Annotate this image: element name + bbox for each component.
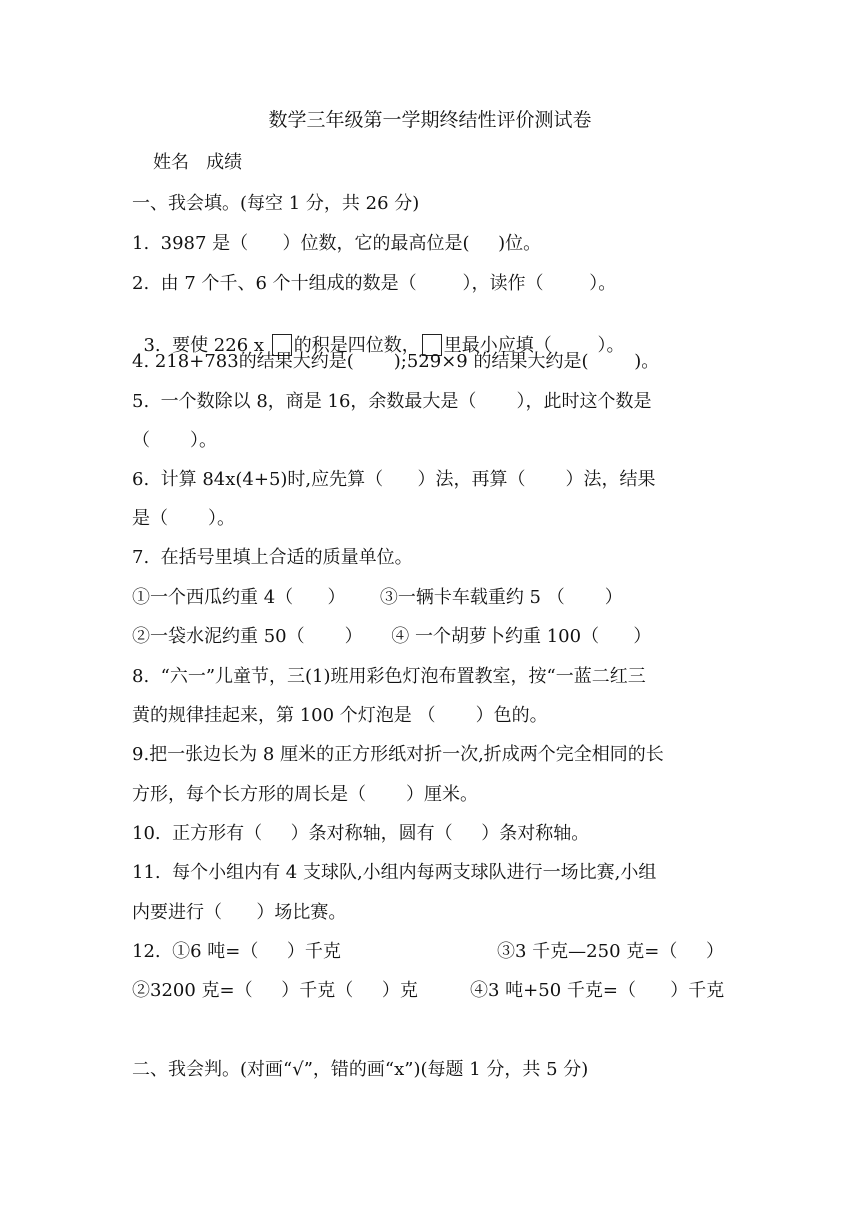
name-score-fields: 姓名 成绩 <box>153 152 243 173</box>
question-5-line1: 5. 一个数除以 8，商是 16，余数最大是（ ），此时这个数是 <box>132 391 652 412</box>
question-12-row1-right: ③3 千克—250 克=（ ） <box>497 941 724 962</box>
section1-heading: 一、我会填。(每空 1 分，共 26 分) <box>132 193 420 214</box>
question-6-line2: 是（ ）。 <box>132 508 236 529</box>
question-12-row2-right: ④3 吨+50 千克=（ ）千克 <box>470 980 725 1001</box>
question-12-row1-left: 12. ①6 吨=（ ）千克 <box>132 941 341 962</box>
question-12-row2-left: ②3200 克=（ ）千克（ ）克 <box>132 980 418 1001</box>
question-3 <box>132 312 625 356</box>
question-11-line2: 内要进行（ ）场比赛。 <box>132 902 347 923</box>
question-4: 4. 218+783的结果大约是( );529×9 的结果大约是( )。 <box>132 351 660 372</box>
question-8-line2: 黄的规律挂起来，第 100 个灯泡是 （ ）色的。 <box>132 705 548 726</box>
question-6-line1: 6. 计算 84x(4+5)时,应先算（ ）法，再算（ ）法，结果 <box>132 469 656 490</box>
section2-heading: 二、我会判。(对画“√”，错的画“x”)(每题 1 分，共 5 分) <box>132 1059 589 1080</box>
question-3-part2: 的积是四位数， <box>293 335 420 356</box>
question-7-row2: ②一袋水泥约重 50（ ） ④ 一个胡萝卜约重 100（ ） <box>132 626 652 647</box>
question-1: 1. 3987 是（ ）位数，它的最高位是( )位。 <box>132 233 542 254</box>
page-title: 数学三年级第一学期终结性评价测试卷 <box>268 109 592 131</box>
question-11-line1: 11. 每个小组内有 4 支球队,小组内每两支球队进行一场比赛,小组 <box>132 862 657 883</box>
question-3-part3: 里最小应填（ ）。 <box>443 335 625 356</box>
question-7-heading: 7. 在括号里填上合适的质量单位。 <box>132 547 413 568</box>
question-9-line2: 方形，每个长方形的周长是（ ）厘米。 <box>132 784 479 805</box>
question-3-part1: 3. 要使 226 x <box>143 335 270 356</box>
question-9-line1: 9.把一张边长为 8 厘米的正方形纸对折一次,折成两个完全相同的长 <box>132 744 664 765</box>
question-5-line2: （ ）。 <box>132 430 218 451</box>
question-7-row1: ①一个西瓜约重 4（ ） ③一辆卡车载重约 5 （ ） <box>132 587 623 608</box>
question-2: 2. 由 7 个千、6 个十组成的数是（ ），读作（ ）。 <box>132 273 617 294</box>
question-10: 10. 正方形有（ ）条对称轴，圆有（ ）条对称轴。 <box>132 823 590 844</box>
question-8-line1: 8. “六一”儿童节，三(1)班用彩色灯泡布置教室，按“一蓝二红三 <box>132 666 646 687</box>
